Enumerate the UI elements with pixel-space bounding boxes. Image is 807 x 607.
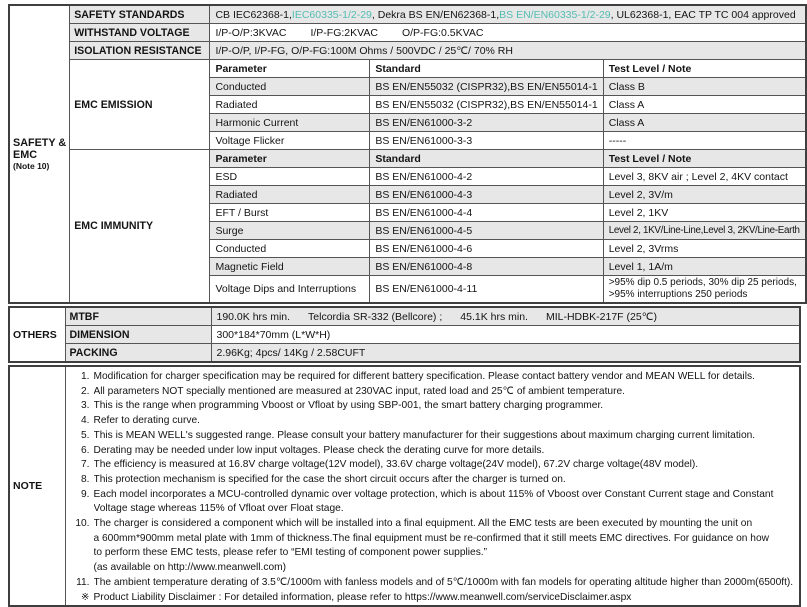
label-dimension: DIMENSION [65, 326, 211, 344]
standard-text: CB IEC62368-1, [215, 8, 292, 21]
mtbf-value: 190.0K hrs min. [216, 310, 291, 323]
test-level-cell: Level 2, 1KV [603, 204, 806, 222]
note-number: 9. [81, 488, 90, 500]
section-label-others: OTHERS [9, 307, 65, 362]
test-level-cell: ----- [603, 132, 806, 150]
column-header-parameter: Parameter [210, 150, 370, 168]
standard-link: BS EN/EN60335-1/2-29 [499, 8, 611, 21]
note-item-10 [68, 517, 796, 576]
test-level-cell: Level 2, 3V/m [603, 186, 806, 204]
test-level-cell: Class B [603, 78, 806, 96]
note-text: to perform these EMC tests, please refer to “EMI testing of component power supplies.” [93, 547, 488, 559]
note-number: 10. [75, 518, 90, 530]
label-safety-standards: SAFETY STANDARDS [70, 5, 210, 24]
standard-cell: BS EN/EN55032 (CISPR32),BS EN/EN55014-1 [370, 96, 603, 114]
row-immunity-header [9, 150, 806, 168]
section-label-safety-emc [9, 5, 70, 303]
row-withstand-voltage [9, 24, 806, 42]
row-emission-header [9, 60, 806, 78]
test-level-cell: Level 2, 3Vrms [603, 240, 806, 258]
parameter-cell: Voltage Flicker [210, 132, 370, 150]
note-item-1 [68, 370, 796, 385]
note-item-2 [68, 385, 796, 400]
mtbf-standard: MIL-HDBK-217F (25℃) [545, 310, 657, 323]
test-level-cell [603, 276, 806, 304]
section-label-line2: EMC [13, 149, 37, 161]
standard-cell: BS EN/EN61000-4-5 [370, 222, 603, 240]
section-note-ref: (Note 10) [13, 161, 50, 171]
note-text: Each model incorporates a MCU-controlled dynamic over voltage protection, which is about 115% of Vboost over Constant Current stage and Constant [93, 488, 774, 500]
parameter-cell: Radiated [210, 186, 370, 204]
note-text: Modification for charger specification may be required for different battery specification. Please contact battery vendor and MEAN WELL for details. [93, 371, 755, 382]
standard-link: IEC60335-1/2-29 [291, 8, 372, 21]
note-item-9 [68, 488, 796, 517]
label-withstand-voltage: WITHSTAND VOLTAGE [70, 24, 210, 42]
test-level-cell: Level 3, 8KV air ; Level 2, 4KV contact [603, 168, 806, 186]
notes-content [65, 366, 800, 606]
row-safety-standards [9, 5, 806, 24]
note-number: 11. [76, 576, 90, 588]
column-header-parameter: Parameter [210, 60, 370, 78]
column-header-test-level: Test Level / Note [603, 60, 806, 78]
value-safety-standards [210, 5, 806, 24]
value-dimension: 300*184*70mm (L*W*H) [211, 326, 800, 344]
note-text: This protection mechanism is specified for the case the short circuit occurs after the charger is turned on. [93, 473, 566, 485]
label-mtbf: MTBF [65, 307, 211, 326]
standard-cell: BS EN/EN61000-4-4 [370, 204, 603, 222]
note-number: 6. [81, 444, 90, 456]
note-number: 2. [81, 385, 90, 397]
standard-cell: BS EN/EN61000-4-3 [370, 186, 603, 204]
note-text: This is MEAN WELL's suggested range. Please consult your battery manufacturer for their suggestions about maximum charging current limitation. [93, 429, 756, 441]
test-level-cell: Level 2, 1KV/Line-Line,Level 3, 2KV/Line-Earth [603, 222, 806, 240]
standard-text: , Dekra BS EN/EN62368-1, [371, 8, 500, 21]
withstand-value: O/P-FG:0.5KVAC [401, 26, 484, 39]
value-withstand-voltage [210, 24, 806, 42]
label-emc-emission: EMC EMISSION [70, 60, 210, 150]
note-number: 4. [81, 415, 90, 427]
note-number: 5. [81, 429, 90, 441]
standard-text: , UL62368-1, EAC TP TC 004 approved [610, 8, 796, 21]
standard-cell: BS EN/EN61000-4-6 [370, 240, 603, 258]
test-level-line: >95% interruptions 250 periods [608, 289, 748, 300]
others-table [8, 306, 801, 363]
note-item-3 [68, 399, 796, 414]
note-text: All parameters NOT specially mentioned are measured at 230VAC input, rated load and 25℃ of ambient temperature. [93, 385, 625, 397]
note-item-11 [68, 576, 796, 591]
test-level-cell: Class A [603, 96, 806, 114]
parameter-cell: Radiated [210, 96, 370, 114]
label-packing: PACKING [65, 344, 211, 363]
note-text: The charger is considered a component which will be installed into a final equipment. All the EMC tests are been executed by mounting the unit on [93, 518, 753, 530]
note-text: The ambient temperature derating of 3.5℃/1000m with fanless models and of 5℃/1000m with fan models for operating altitude higher than 2000m(6500ft). [93, 576, 794, 588]
note-text: Refer to derating curve. [93, 415, 200, 427]
note-number: 7. [81, 459, 90, 471]
parameter-cell: ESD [210, 168, 370, 186]
note-number: 1. [81, 371, 90, 382]
standard-cell: BS EN/EN61000-4-2 [370, 168, 603, 186]
note-item-8 [68, 473, 796, 488]
note-number: 3. [81, 400, 90, 412]
parameter-cell: Magnetic Field [210, 258, 370, 276]
standard-cell: BS EN/EN55032 (CISPR32),BS EN/EN55014-1 [370, 78, 603, 96]
row-isolation-resistance [9, 42, 806, 60]
note-text: The efficiency is measured at 16.8V charge voltage(12V model), 33.6V charge voltage(24V model), 67.2V charge voltage(48V model). [93, 459, 699, 471]
test-level-cell: Level 1, 1A/m [603, 258, 806, 276]
value-packing: 2.96Kg; 4pcs/ 14Kg / 2.58CUFT [211, 344, 800, 363]
note-text: Derating may be needed under low input voltages. Please check the derating curve for more details. [93, 444, 545, 456]
parameter-cell: Voltage Dips and Interruptions [210, 276, 370, 304]
column-header-standard: Standard [370, 150, 603, 168]
note-item-4 [68, 414, 796, 429]
section-label-line1: SAFETY & [13, 137, 67, 149]
note-text: Product Liability Disclaimer : For detailed information, please refer to https://www.meanwell.com/serviceDisclaimer.aspx [93, 591, 632, 603]
value-isolation-resistance: I/P-O/P, I/P-FG, O/P-FG:100M Ohms / 500VDC / 25℃/ 70% RH [210, 42, 806, 60]
parameter-cell: Surge [210, 222, 370, 240]
row-notes [9, 366, 800, 606]
note-text: Voltage stage whereas 115% of Vfloat over Float stage. [93, 503, 344, 515]
standard-cell: BS EN/EN61000-4-11 [370, 276, 603, 304]
row-dimension [9, 326, 800, 344]
note-item-6 [68, 444, 796, 459]
note-text: a 600mm*900mm metal plate with 1mm of thickness.The final equipment must be re-confirmed that it still meets EMC directives. For guidance on how [93, 532, 769, 544]
mtbf-standard: Telcordia SR-332 (Bellcore) ; [308, 310, 443, 323]
parameter-cell: Conducted [210, 240, 370, 258]
parameter-cell: Harmonic Current [210, 114, 370, 132]
safety-emc-table [8, 4, 807, 304]
mtbf-value: 45.1K hrs min. [460, 310, 528, 323]
label-emc-immunity: EMC IMMUNITY [70, 150, 210, 304]
test-level-cell: Class A [603, 114, 806, 132]
row-mtbf [9, 307, 800, 326]
note-item-disclaimer [68, 591, 796, 606]
note-text: This is the range when programming Vboost or Vfloat by using SBP-001, the smart battery charging programmer. [93, 400, 604, 412]
note-number: ※ [80, 591, 90, 603]
label-isolation-resistance: ISOLATION RESISTANCE [70, 42, 210, 60]
parameter-cell: Conducted [210, 78, 370, 96]
standard-cell: BS EN/EN61000-3-3 [370, 132, 603, 150]
withstand-value: I/P-FG:2KVAC [310, 26, 378, 39]
note-table [8, 365, 801, 607]
row-packing [9, 344, 800, 363]
column-header-test-level: Test Level / Note [603, 150, 806, 168]
note-text: (as available on http://www.meanwell.com) [93, 562, 287, 574]
standard-cell: BS EN/EN61000-3-2 [370, 114, 603, 132]
withstand-value: I/P-O/P:3KVAC [215, 26, 287, 39]
parameter-cell: EFT / Burst [210, 204, 370, 222]
test-level-line: >95% dip 0.5 periods, 30% dip 25 periods, [608, 276, 797, 288]
standard-cell: BS EN/EN61000-4-8 [370, 258, 603, 276]
column-header-standard: Standard [370, 60, 603, 78]
note-item-7 [68, 458, 796, 473]
value-mtbf [211, 307, 800, 326]
note-item-5 [68, 429, 796, 444]
section-label-note: NOTE [9, 366, 65, 606]
note-number: 8. [81, 473, 90, 485]
